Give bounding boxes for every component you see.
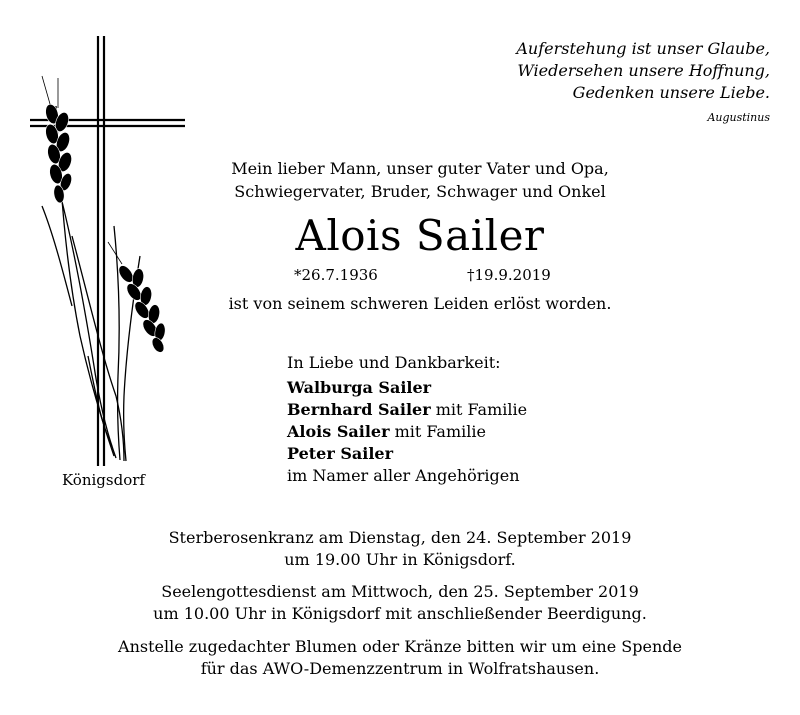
death-date: †19.9.2019 — [467, 266, 551, 284]
intro-line: Mein lieber Mann, unser guter Vater und Opa, — [231, 159, 609, 178]
mourner-name: Peter Sailer — [287, 444, 394, 463]
place-name: Königsdorf — [62, 471, 145, 489]
released-text: ist von seinem schweren Leiden erlöst worden. — [228, 294, 612, 313]
mourner-name: Alois Sailer — [287, 422, 390, 441]
deceased-name: Alois Sailer — [295, 211, 545, 260]
motto-line: Auferstehung ist unser Glaube, — [516, 39, 770, 58]
intro-text — [180, 157, 660, 203]
mourner-row — [287, 443, 527, 465]
intro-line: Schwiegervater, Bruder, Schwager und Onkel — [234, 182, 606, 201]
motto-block — [350, 38, 770, 126]
service-line: Sterberosenkranz am Dienstag, den 24. September 2019 — [168, 528, 632, 547]
service-rosary — [100, 527, 700, 571]
birth-date: *26.7.1936 — [294, 266, 378, 284]
service-mass — [100, 581, 700, 625]
service-line: um 19.00 Uhr in Königsdorf. — [284, 550, 516, 569]
donation-note — [100, 636, 700, 680]
mourner-suffix: mit Familie — [430, 400, 528, 419]
service-line: Anstelle zugedachter Blumen oder Kränze bitten wir um eine Spende — [118, 637, 682, 656]
motto-line: Gedenken unsere Liebe. — [572, 83, 770, 102]
service-line: für das AWO-Demenzzentrum in Wolfratshausen. — [200, 659, 600, 678]
mourners-closing: im Namer aller Angehörigen — [287, 466, 520, 485]
mourner-name: Walburga Sailer — [287, 378, 432, 397]
motto-line: Wiedersehen unsere Hoffnung, — [517, 61, 770, 80]
mourner-row — [287, 421, 527, 443]
cross-with-wheat-icon — [28, 36, 193, 476]
mourner-suffix: mit Familie — [389, 422, 486, 441]
mourners-heading: In Liebe und Dankbarkeit: — [287, 353, 501, 372]
service-line: Seelengottesdienst am Mittwoch, den 25. September 2019 — [161, 582, 639, 601]
mourner-row — [287, 399, 527, 421]
motto-author: Augustinus — [707, 111, 770, 124]
mourners-block — [287, 352, 527, 487]
mourner-row — [287, 377, 527, 399]
mourner-name: Bernhard Sailer — [287, 400, 431, 419]
service-line: um 10.00 Uhr in Königsdorf mit anschließender Beerdigung. — [153, 604, 647, 623]
